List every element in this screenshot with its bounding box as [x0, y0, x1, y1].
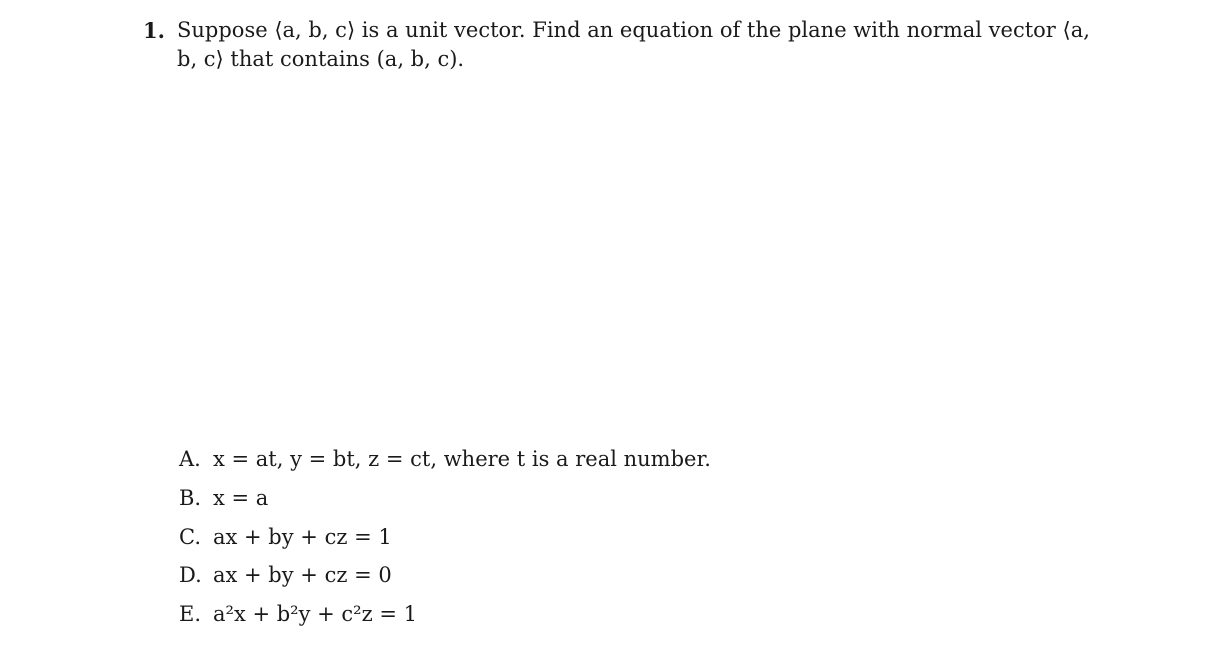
choice-b	[179, 482, 711, 521]
choice-letter: C.	[179, 524, 201, 549]
choice-text: ax + by + cz = 0	[213, 563, 392, 588]
choice-letter: B.	[179, 485, 202, 510]
choice-letter: D.	[179, 563, 202, 588]
choice-letter: A.	[179, 447, 201, 471]
choice-text: x = at, y = bt, z = ct, where t is a real number.	[213, 447, 711, 471]
answer-choices	[179, 443, 711, 637]
choice-text: a²x + b²y + c²z = 1	[213, 602, 417, 627]
choice-a	[179, 443, 711, 482]
choice-c	[179, 521, 711, 560]
question-block	[143, 16, 1093, 74]
choice-d	[179, 559, 711, 598]
choice-text: x = a	[213, 485, 269, 510]
choice-text: ax + by + cz = 1	[213, 524, 392, 549]
choice-letter: E.	[179, 602, 202, 627]
question-number: 1.	[143, 18, 165, 43]
question-text: Suppose ⟨a, b, c⟩ is a unit vector. Find an equation of the plane with normal vector ⟨a, b, c⟩ that contains (a, b, c).	[177, 18, 1090, 71]
choice-e	[179, 598, 711, 637]
